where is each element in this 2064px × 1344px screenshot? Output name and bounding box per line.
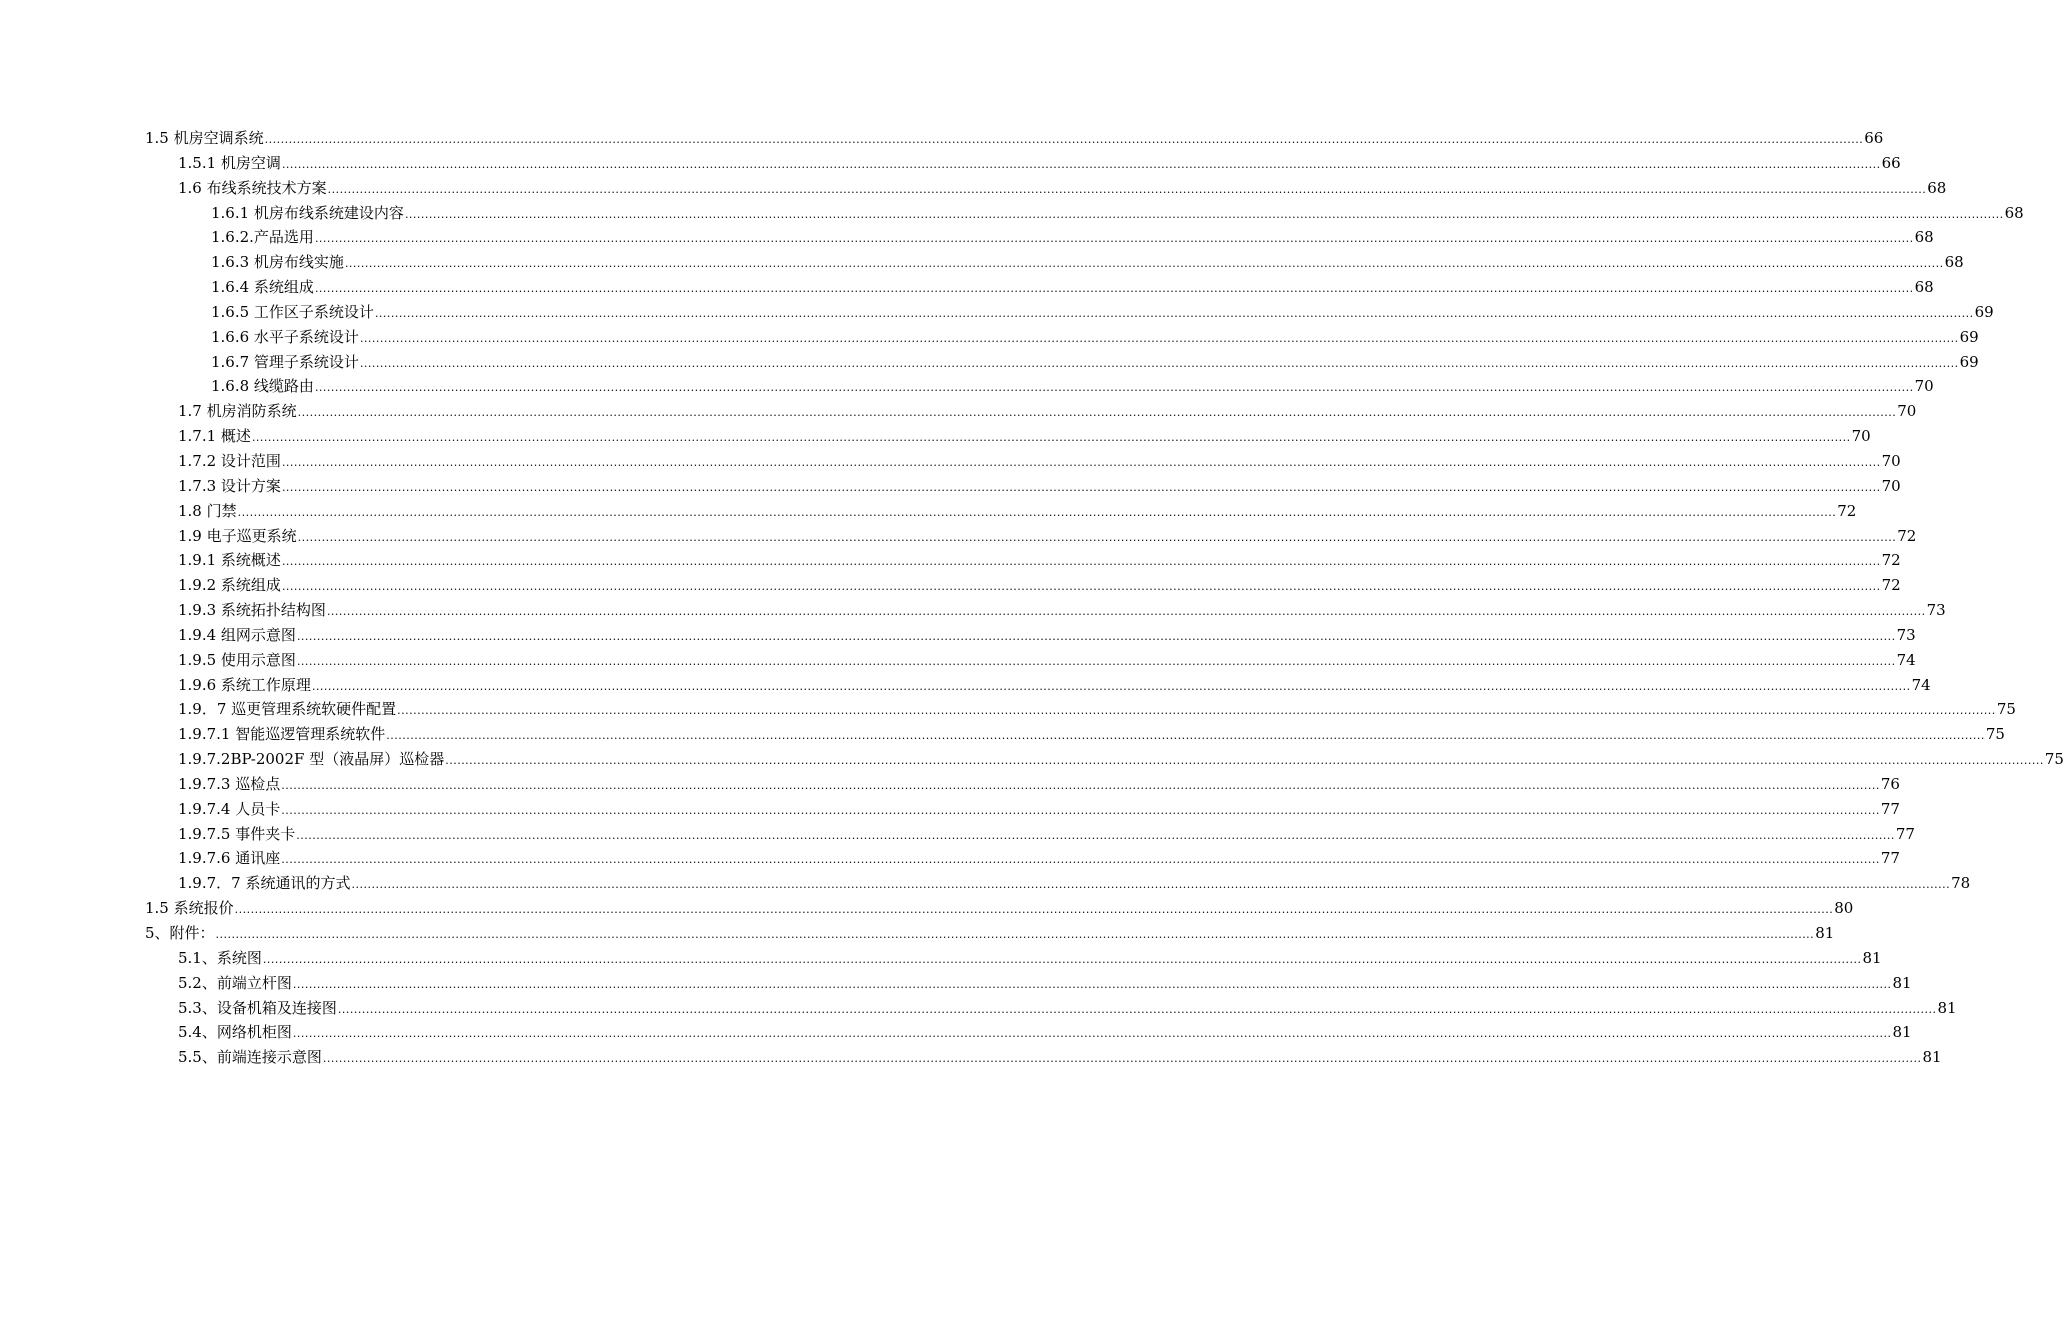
dot-leader: ................................................................................................................................................................................................................................................................................................................................................................................................................ [281,157,1881,171]
toc-entry[interactable] [178,722,2005,747]
toc-entry[interactable] [178,598,1946,623]
toc-entry[interactable] [178,474,1901,499]
toc-entry-page-number: 81 [1892,1023,1912,1042]
dot-leader: ................................................................................................................................................................................................................................................................................................................................................................................................................ [374,306,1974,320]
dot-leader: ................................................................................................................................................................................................................................................................................................................................................................................................................ [281,778,1880,792]
toc-entry-title: 1.9.1 系统概述 [178,551,281,570]
toc-entry-page-number: 70 [1881,451,1901,470]
toc-entry-title: 1.7.3 设计方案 [178,476,281,495]
toc-entry-title: 1.9.3 系统拓扑结构图 [178,601,326,620]
toc-entry[interactable] [178,176,1947,201]
toc-entry-title: 1.8 门禁 [178,501,237,520]
toc-entry[interactable] [178,971,1912,996]
toc-entry-title: 1.9.7.3 巡检点 [178,774,281,793]
toc-entry[interactable] [178,747,2064,772]
toc-entry[interactable] [178,846,1900,871]
toc-entry[interactable] [211,201,2024,226]
toc-entry[interactable] [178,548,1901,573]
toc-entry[interactable] [178,573,1901,598]
toc-entry-page-number: 75 [1996,700,2016,719]
dot-leader: ................................................................................................................................................................................................................................................................................................................................................................................................................ [262,952,1862,966]
toc-entry-page-number: 70 [1897,402,1917,421]
toc-entry-page-number: 75 [2044,750,2064,769]
toc-entry-title: 1.9.6 系统工作原理 [178,675,311,694]
dot-leader: ................................................................................................................................................................................................................................................................................................................................................................................................................ [326,605,1926,619]
toc-entry-title: 1.9.7.4 人员卡 [178,799,281,818]
dot-leader: ................................................................................................................................................................................................................................................................................................................................................................................................................ [314,282,1914,296]
toc-entry-title: 5.3、设备机箱及连接图 [178,998,337,1017]
toc-entry[interactable] [211,350,1979,375]
toc-entry-title: 1.9．7 巡更管理系统软硬件配置 [178,700,397,719]
toc-entry[interactable] [211,325,1979,350]
toc-entry-page-number: 72 [1881,576,1901,595]
toc-entry-page-number: 74 [1911,675,1931,694]
dot-leader: ................................................................................................................................................................................................................................................................................................................................................................................................................ [297,406,1897,420]
toc-entry-page-number: 68 [1944,253,1964,272]
toc-entry[interactable] [178,871,1971,896]
dot-leader: ................................................................................................................................................................................................................................................................................................................................................................................................................ [296,629,1896,643]
toc-entry-title: 1.9.7.5 事件夹卡 [178,824,296,843]
toc-entry-page-number: 72 [1881,551,1901,570]
toc-entry-title: 5.5、前端连接示意图 [178,1048,322,1067]
dot-leader: ................................................................................................................................................................................................................................................................................................................................................................................................................ [297,530,1897,544]
toc-entry[interactable] [178,1045,1942,1070]
toc-entry[interactable] [178,623,1916,648]
toc-entry-title: 1.9.7.2BP-2002F 型（液晶屏）巡检器 [178,750,445,769]
toc-entry-page-number: 81 [1892,973,1912,992]
dot-leader: ................................................................................................................................................................................................................................................................................................................................................................................................................ [251,431,1851,445]
toc-entry-page-number: 69 [1974,302,1994,321]
toc-entry-title: 5.4、网络机柜图 [178,1023,292,1042]
toc-entry[interactable] [178,946,1882,971]
toc-entry-page-number: 68 [1927,178,1947,197]
toc-entry-page-number: 74 [1896,650,1916,669]
dot-leader: ................................................................................................................................................................................................................................................................................................................................................................................................................ [292,977,1892,991]
toc-entry[interactable] [178,449,1901,474]
toc-entry-page-number: 77 [1895,824,1915,843]
toc-entry-page-number: 69 [1959,327,1979,346]
toc-entry-page-number: 76 [1880,774,1900,793]
dot-leader: ................................................................................................................................................................................................................................................................................................................................................................................................................ [281,803,1880,817]
toc-entry-page-number: 77 [1880,849,1900,868]
toc-entry-title: 1.9.7．7 系统通讯的方式 [178,874,351,893]
toc-entry[interactable] [178,996,1957,1021]
toc-entry[interactable] [178,673,1931,698]
toc-entry-page-number: 70 [1851,427,1871,446]
dot-leader: ................................................................................................................................................................................................................................................................................................................................................................................................................ [397,704,1996,718]
dot-leader: ................................................................................................................................................................................................................................................................................................................................................................................................................ [359,331,1959,345]
dot-leader: ................................................................................................................................................................................................................................................................................................................................................................................................................ [215,928,1815,941]
toc-entry-title: 1.9.4 组网示意图 [178,625,296,644]
toc-entry-page-number: 81 [1937,998,1957,1017]
dot-leader: ................................................................................................................................................................................................................................................................................................................................................................................................................ [281,555,1881,569]
toc-entry-page-number: 73 [1926,601,1946,620]
dot-leader: ................................................................................................................................................................................................................................................................................................................................................................................................................ [386,729,1985,743]
dot-leader: ................................................................................................................................................................................................................................................................................................................................................................................................................ [344,257,1944,271]
toc-entry[interactable] [178,772,1900,797]
dot-leader: ................................................................................................................................................................................................................................................................................................................................................................................................................ [311,679,1911,693]
toc-entry-title: 5.2、前端立杆图 [178,973,292,992]
toc-entry[interactable] [145,921,1835,946]
toc-entry-title: 1.6.3 机房布线实施 [211,253,344,272]
toc-entry-title: 1.7.1 概述 [178,427,251,446]
toc-entry[interactable] [211,300,1994,325]
dot-leader: ................................................................................................................................................................................................................................................................................................................................................................................................................ [322,1052,1922,1066]
toc-entry-title: 5.1、系统图 [178,948,262,967]
dot-leader: ................................................................................................................................................................................................................................................................................................................................................................................................................ [359,356,1959,370]
toc-entry-title: 1.6.2.产品选用 [211,228,314,247]
toc-entry-title: 1.7 机房消防系统 [178,402,297,421]
toc-entry-title: 1.9.7.1 智能巡逻管理系统软件 [178,725,386,744]
toc-entry-page-number: 70 [1881,476,1901,495]
toc-entry-title: 1.6.7 管理子系统设计 [211,352,359,371]
toc-entry-title: 5、附件： [145,924,215,942]
toc-entry-title: 1.5 系统报价 [145,899,234,918]
toc-entry-page-number: 68 [1914,278,1934,297]
toc-entry[interactable] [178,822,1915,847]
toc-entry-page-number: 81 [1862,948,1882,967]
toc-entry-title: 1.6.1 机房布线系统建设内容 [211,203,404,222]
dot-leader: ................................................................................................................................................................................................................................................................................................................................................................................................................ [234,903,1834,917]
dot-leader: ................................................................................................................................................................................................................................................................................................................................................................................................................ [404,207,2004,221]
dot-leader: ................................................................................................................................................................................................................................................................................................................................................................................................................ [314,381,1914,395]
toc-entry-page-number: 72 [1837,501,1857,520]
toc-entry-page-number: 66 [1881,153,1901,172]
toc-entry-page-number: 81 [1815,924,1835,942]
toc-entry-title: 1.7.2 设计范围 [178,451,281,470]
toc-entry[interactable] [211,275,1934,300]
toc-entry-page-number: 81 [1922,1048,1942,1067]
toc-entry[interactable] [178,697,2016,722]
toc-entry-title: 1.6.8 线缆路由 [211,377,314,396]
toc-entry[interactable] [178,424,1871,449]
toc-entry-title: 1.9.5 使用示意图 [178,650,296,669]
dot-leader: ................................................................................................................................................................................................................................................................................................................................................................................................................ [281,480,1881,494]
dot-leader: ................................................................................................................................................................................................................................................................................................................................................................................................................ [237,505,1837,519]
toc-entry-page-number: 68 [2004,203,2024,222]
toc-entry[interactable] [178,524,1917,549]
toc-entry-page-number: 70 [1914,377,1934,396]
toc-entry-page-number: 73 [1896,625,1916,644]
toc-entry-title: 1.6.5 工作区子系统设计 [211,302,374,321]
dot-leader: ................................................................................................................................................................................................................................................................................................................................................................................................................ [296,828,1895,842]
toc-entry[interactable] [178,399,1917,424]
toc-entry-page-number: 68 [1914,228,1934,247]
dot-leader: ................................................................................................................................................................................................................................................................................................................................................................................................................ [296,654,1896,668]
table-of-contents [0,126,2064,1070]
toc-entry[interactable] [178,797,1900,822]
dot-leader: ................................................................................................................................................................................................................................................................................................................................................................................................................ [337,1002,1937,1016]
toc-entry-title: 1.6 布线系统技术方案 [178,178,327,197]
dot-leader: ................................................................................................................................................................................................................................................................................................................................................................................................................ [292,1027,1892,1041]
toc-entry-title: 1.6.4 系统组成 [211,278,314,297]
toc-entry-title: 1.5.1 机房空调 [178,153,281,172]
dot-leader: ................................................................................................................................................................................................................................................................................................................................................................................................................ [264,133,1864,146]
toc-entry-page-number: 77 [1880,799,1900,818]
toc-entry[interactable] [145,126,1884,151]
dot-leader: ................................................................................................................................................................................................................................................................................................................................................................................................................ [327,182,1927,196]
toc-entry[interactable] [178,499,1857,524]
toc-entry-page-number: 78 [1951,874,1971,893]
dot-leader: ................................................................................................................................................................................................................................................................................................................................................................................................................ [314,232,1914,246]
toc-entry-page-number: 66 [1864,129,1884,147]
toc-entry[interactable] [211,374,1934,399]
toc-entry-title: 1.9 电子巡更系统 [178,526,297,545]
dot-leader: ................................................................................................................................................................................................................................................................................................................................................................................................................ [445,754,2044,768]
toc-entry-title: 1.6.6 水平子系统设计 [211,327,359,346]
dot-leader: ................................................................................................................................................................................................................................................................................................................................................................................................................ [281,580,1881,594]
toc-entry-page-number: 69 [1959,352,1979,371]
toc-entry-page-number: 75 [1985,725,2005,744]
toc-entry[interactable] [178,648,1916,673]
toc-entry[interactable] [211,225,1934,250]
toc-entry-title: 1.9.2 系统组成 [178,576,281,595]
toc-entry[interactable] [211,250,1964,275]
dot-leader: ................................................................................................................................................................................................................................................................................................................................................................................................................ [281,455,1881,469]
dot-leader: ................................................................................................................................................................................................................................................................................................................................................................................................................ [351,878,1951,892]
toc-entry-title: 1.5 机房空调系统 [145,129,264,147]
toc-entry[interactable] [178,151,1901,176]
toc-entry-page-number: 72 [1897,526,1917,545]
dot-leader: ................................................................................................................................................................................................................................................................................................................................................................................................................ [281,853,1880,867]
toc-entry-title: 1.9.7.6 通讯座 [178,849,281,868]
toc-entry-page-number: 80 [1834,899,1854,918]
toc-entry[interactable] [145,896,1854,921]
toc-entry[interactable] [178,1020,1912,1045]
